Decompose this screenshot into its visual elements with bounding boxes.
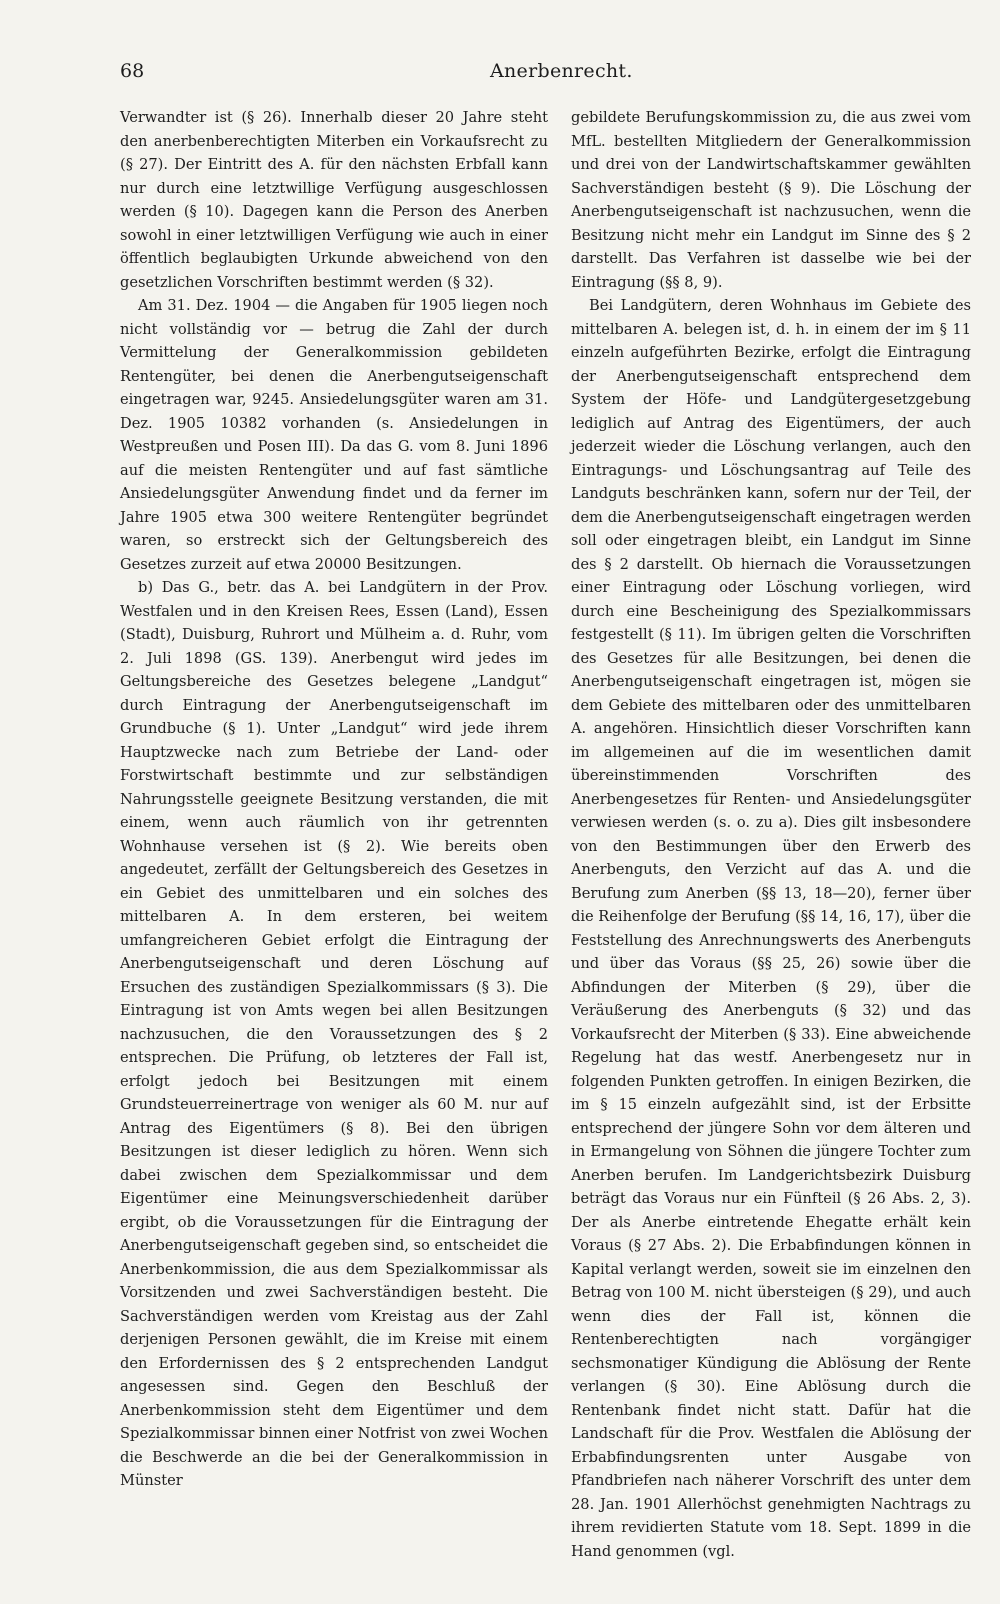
right-column [571, 106, 971, 1563]
paragraph: Verwandter ist (§ 26). Innerhalb dieser 20 Jahre steht den anerbenberechtigten Miterben ein Vorkaufsrecht zu (§ 27). Der Eintritt des A. für den nächsten Erbfall kann nur durch eine letztwillige Verfügung ausgeschlossen werden (§ 10). Dagegen kann die Person des Anerben sowohl in einer letztwilligen Verfügung wie auch in einer öffentlich beglaubigten Urkunde abweichend von den gesetzlichen Vorschriften bestimmt werden (§ 32). [120, 109, 548, 291]
paragraph: Bei Landgütern, deren Wohnhaus im Gebiete des mittelbaren A. belegen ist, d. h. in einem der im § 11 einzeln aufgeführten Bezirke, erfolgt die Eintragung der Anerbengutseigenschaft entsprechend dem System der Höfe- und Landgütergesetzgebung lediglich auf Antrag des Eigentümers, der auch jederzeit wieder die Löschung verlangen, auch den Eintragungs- und Löschungsantrag auf Teile des Landguts beschränken kann, sofern nur der Teil, der dem die Anerbengutseigenschaft eingetragen werden soll oder eingetragen bleibt, ein Landgut im Sinne des § 2 darstellt. Ob hiernach die Voraussetzungen einer Eintragung oder Löschung vorliegen, wird durch eine Bescheinigung des Spezialkommissars festgestellt (§ 11). Im übrigen gelten die Vorschriften des Gesetzes für alle Besitzungen, bei denen die Anerbengutseigenschaft eingetragen ist, mögen sie dem Gebiete des mittelbaren oder des unmittelbaren A. angehören. Hinsichtlich dieser Vorschriften kann im allgemeinen auf die im wesentlichen damit übereinstimmenden Vorschriften des Anerbengesetzes für Renten- und Ansiedelungsgüter verwiesen werden (s. o. zu a). Dies gilt insbesondere von den Bestimmungen über den Erwerb des Anerbenguts, den Verzicht auf das A. und die Berufung zum Anerben (§§ 13, 18—20), ferner über die Reihenfolge der Berufung (§§ 14, 16, 17), über die Feststellung des Anrechnungswerts des Anerbenguts und über das Voraus (§§ 25, 26) sowie über die Abfindungen der Miterben (§ 29), über die Veräußerung des Anerbenguts (§ 32) und das Vorkaufsrecht der Miterben (§ 33). Eine abweichende Regelung hat das westf. Anerbengesetz nur in folgenden Punkten getroffen. In einigen Bezirken, die im § 15 einzeln aufgezählt sind, ist der Erbsitte entsprechend der jüngere Sohn vor dem älteren und in Ermangelung von Söhnen die jüngere Tochter zum Anerben berufen. Im Landgerichtsbezirk Duisburg beträgt das Voraus nur ein Fünfteil (§ 26 Abs. 2, 3). Der als Anerbe eintretende Ehegatte erhält kein Voraus (§ 27 Abs. 2). Die Erbabfindungen können in Kapital verlangt werden, soweit sie im einzelnen den Betrag von 100 M. nicht übersteigen (§ 29), und auch wenn dies der Fall ist, können die Rentenberechtigten nach vorgängiger sechsmonatiger Kündigung die Ablösung der Rente verlangen (§ 30). Eine Ablösung durch die Rentenbank findet nicht statt. Dafür hat die Landschaft für die Prov. Westfalen die Ablösung der Erbabfindungsrenten unter Ausgabe von Pfandbriefen nach näherer Vorschrift des unter dem 28. Jan. 1901 Allerhöchst genehmigten Nachtrags zu ihrem revidierten Statute vom 18. Sept. 1899 in die Hand genommen (vgl. [571, 297, 971, 1560]
left-column [120, 106, 548, 1493]
page-number: 68 [120, 60, 145, 82]
page-header [120, 60, 980, 90]
paragraph: Am 31. Dez. 1904 — die Angaben für 1905 liegen noch nicht vollständig vor — betrug die Zahl der durch Vermittelung der Generalkommission gebildeten Rentengüter, bei denen die Anerbengutseigenschaft eingetragen war, 9245. Ansiedelungsgüter waren am 31. Dez. 1905 10382 vorhanden (s. Ansiedelungen in Westpreußen und Posen III). Da das G. vom 8. Juni 1896 auf die meisten Rentengüter und auf fast sämtliche Ansiedelungsgüter Anwendung findet und da ferner im Jahre 1905 etwa 300 weitere Rentengüter begründet waren, so erstreckt sich der Geltungsbereich des Gesetzes zurzeit auf etwa 20000 Besitzungen. [120, 297, 548, 573]
running-head: Anerbenrecht. [490, 60, 633, 82]
paragraph: gebildete Berufungskommission zu, die aus zwei vom MfL. bestellten Mitgliedern der Generalkommission und drei von der Landwirtschaftskammer gewählten Sachverständigen besteht (§ 9). Die Löschung der Anerbengutseigenschaft ist nachzusuchen, wenn die Besitzung nicht mehr ein Landgut im Sinne des § 2 darstellt. Das Verfahren ist dasselbe wie bei der Eintragung (§§ 8, 9). [571, 109, 971, 291]
paragraph: b) Das G., betr. das A. bei Landgütern in der Prov. Westfalen und in den Kreisen Rees, Essen (Land), Essen (Stadt), Duisburg, Ruhrort und Mülheim a. d. Ruhr, vom 2. Juli 1898 (GS. 139). Anerbengut wird jedes im Geltungsbereiche des Gesetzes belegene „Landgut“ durch Eintragung der Anerbengutseigenschaft im Grundbuche (§ 1). Unter „Landgut“ wird jede ihrem Hauptzwecke nach zum Betriebe der Land- oder Forstwirtschaft bestimmte und zur selbständigen Nahrungsstelle geeignete Besitzung verstanden, die mit einem, wenn auch räumlich von ihr getrennten Wohnhause versehen ist (§ 2). Wie bereits oben angedeutet, zerfällt der Geltungsbereich des Gesetzes in ein Gebiet des unmittelbaren und ein solches des mittelbaren A. In dem ersteren, bei weitem umfangreicheren Gebiet erfolgt die Eintragung der Anerbengutseigenschaft und deren Löschung auf Ersuchen des zuständigen Spezialkommissars (§ 3). Die Eintragung ist von Amts wegen bei allen Besitzungen nachzusuchen, die den Voraussetzungen des § 2 entsprechen. Die Prüfung, ob letzteres der Fall ist, erfolgt jedoch bei Besitzungen mit einem Grundsteuerreinertrage von weniger als 60 M. nur auf Antrag des Eigentümers (§ 8). Bei den übrigen Besitzungen ist dieser lediglich zu hören. Wenn sich dabei zwischen dem Spezialkommissar und dem Eigentümer eine Meinungsverschiedenheit darüber ergibt, ob die Voraussetzungen für die Eintragung der Anerbengutseigenschaft gegeben sind, so entscheidet die Anerbenkommission, die aus dem Spezialkommissar als Vorsitzenden und zwei Sachverständigen besteht. Die Sachverständigen werden vom Kreistag aus der Zahl derjenigen Personen gewählt, die im Kreise mit einem den Erfordernissen des § 2 entsprechenden Landgut angesessen sind. Gegen den Beschluß der Anerbenkommission steht dem Eigentümer und dem Spezialkommissar binnen einer Notfrist von zwei Wochen die Beschwerde an die bei der Generalkommission in Münster [120, 579, 548, 1489]
